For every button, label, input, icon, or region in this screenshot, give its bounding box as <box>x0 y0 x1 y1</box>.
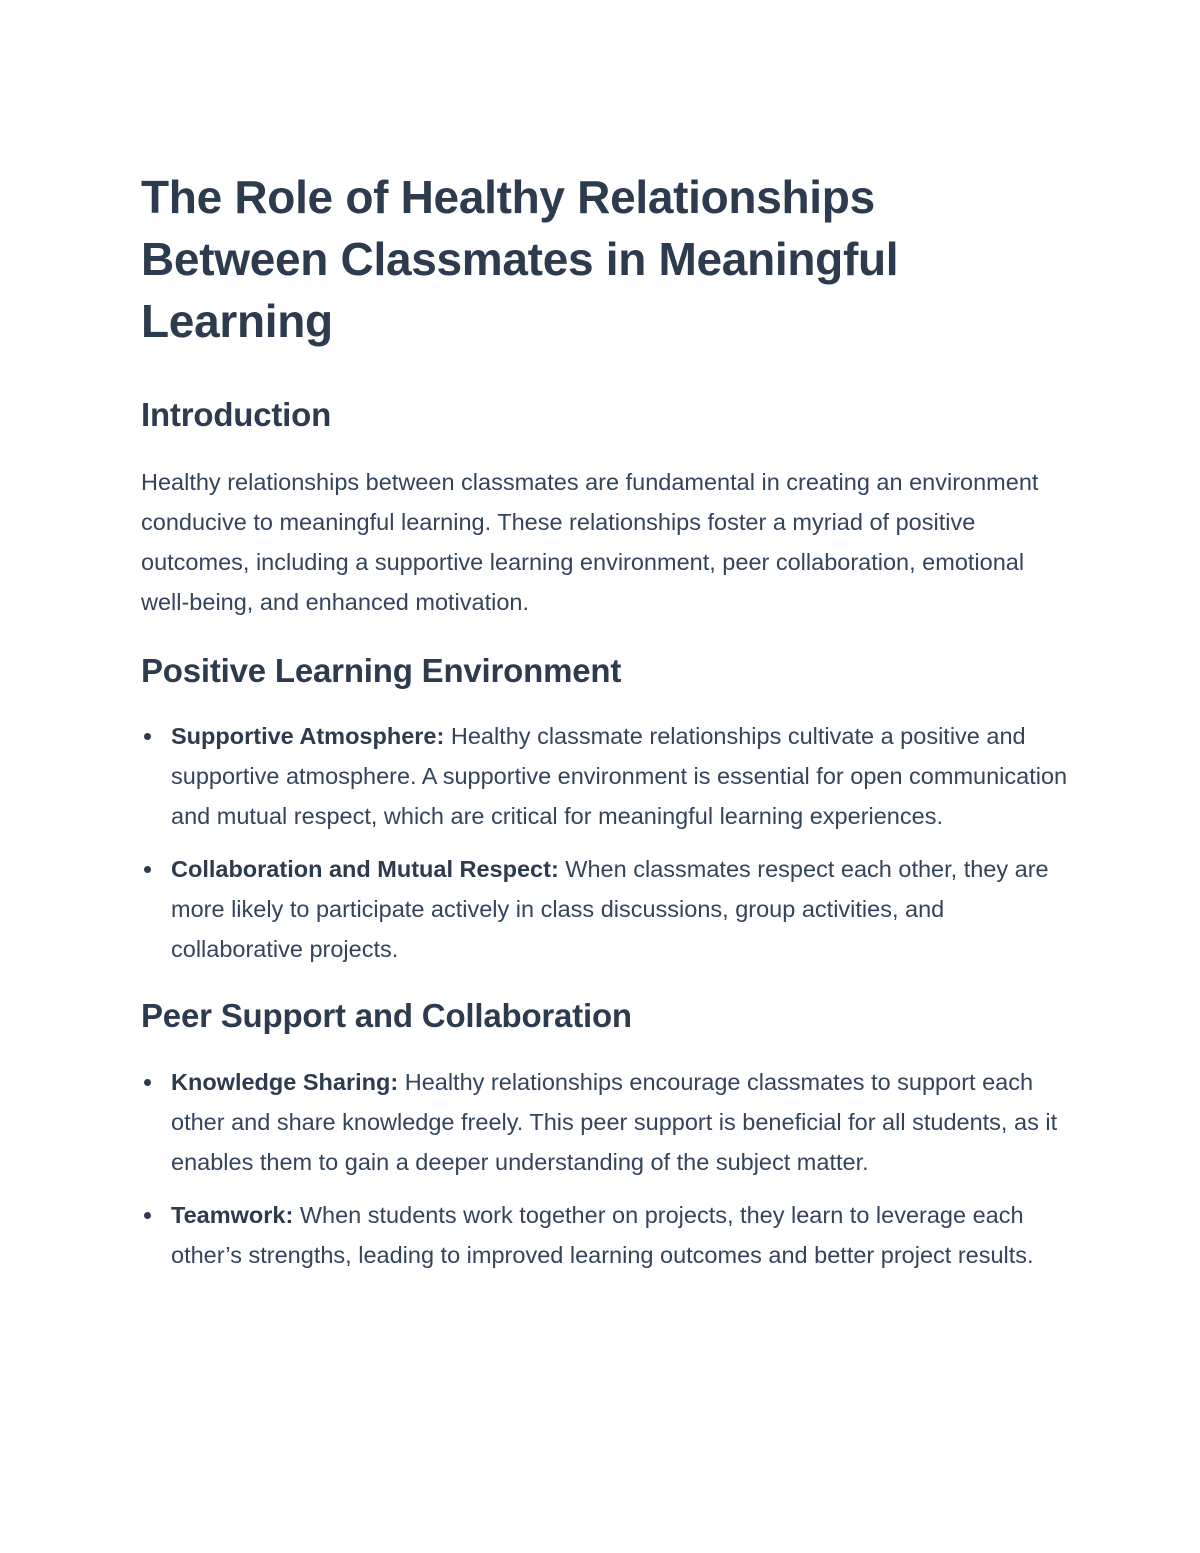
list-item <box>141 1062 1071 1182</box>
list-item-term: Supportive Atmosphere: <box>171 723 445 749</box>
peer-support-list <box>141 1062 1071 1275</box>
section-heading-peer-support: Peer Support and Collaboration <box>141 997 632 1034</box>
list-item <box>141 849 1071 969</box>
list-item-term: Collaboration and Mutual Respect: <box>171 856 559 882</box>
list-item-text: Healthy classmate relationships cultivate a positive and supportive atmosphere. A supportive environment is essential for open communication and mutual respect, which are critical for meaningful learning experiences. <box>171 723 1068 829</box>
document-title: The Role of Healthy Relationships Between Classmates in Meaningful Learning <box>141 171 899 347</box>
section-heading-introduction: Introduction <box>141 396 332 433</box>
positive-learning-environment-list <box>141 716 1071 969</box>
list-item <box>141 716 1071 836</box>
list-item-term: Knowledge Sharing: <box>171 1069 399 1095</box>
bullet-icon <box>144 733 151 740</box>
bullet-icon <box>144 866 151 873</box>
bullet-icon <box>144 1212 151 1219</box>
list-item-text: Healthy relationships encourage classmates to support each other and share knowledge freely. This peer support is beneficial for all students, as it enables them to gain a deeper understanding of the subject matter. <box>171 1069 1058 1175</box>
document-page <box>141 166 1071 1275</box>
list-item-text: When classmates respect each other, they are more likely to participate actively in class discussions, group activities, and collaborative projects. <box>171 856 1049 962</box>
bullet-icon <box>144 1079 151 1086</box>
introduction-paragraph: Healthy relationships between classmates are fundamental in creating an environment conducive to meaningful learning. These relationships foster a myriad of positive outcomes, including a supportive learning environment, peer collaboration, emotional well-being, and enhanced motivation. <box>141 469 1039 615</box>
section-heading-positive-learning-environment: Positive Learning Environment <box>141 652 622 689</box>
list-item-text: When students work together on projects, they learn to leverage each other’s strengths, leading to improved learning outcomes and better project results. <box>171 1202 1034 1268</box>
list-item <box>141 1195 1071 1275</box>
list-item-term: Teamwork: <box>171 1202 294 1228</box>
